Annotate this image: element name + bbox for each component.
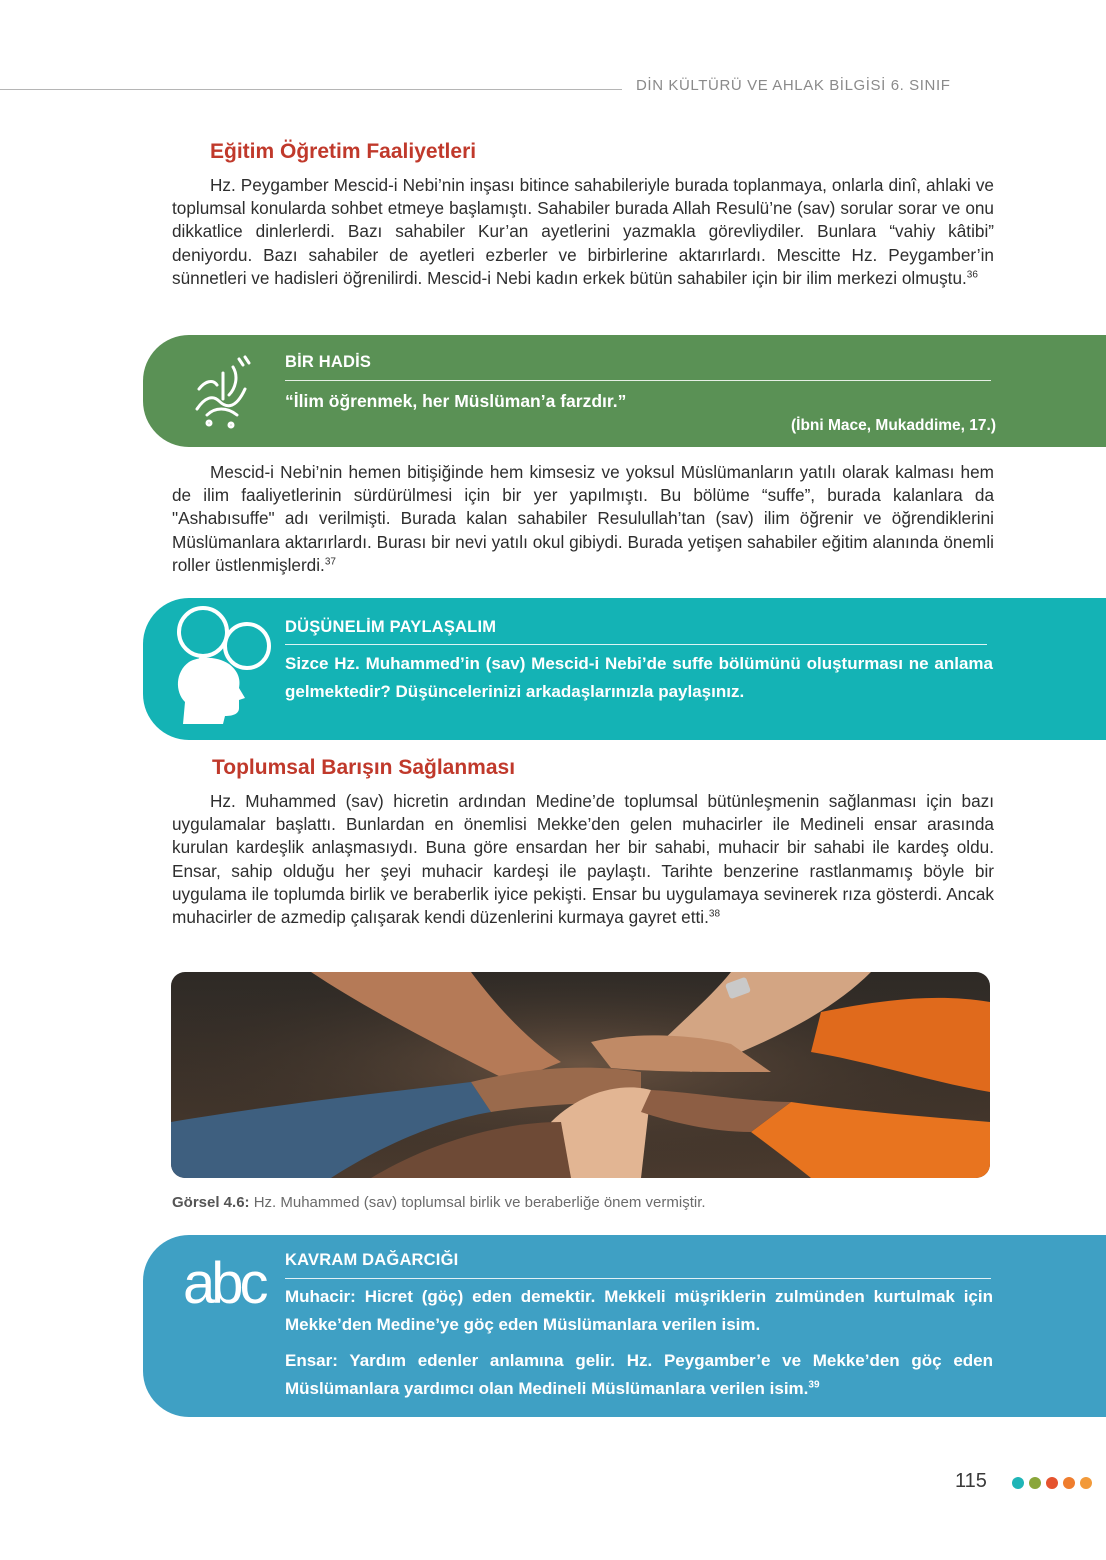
hadith-label: BİR HADİS [285,353,372,371]
hands-together-photo [171,972,990,1178]
think-share-question: Sizce Hz. Muhammed’in (sav) Mescid-i Nebi’de suffe bölümünü oluşturması ne anlama gelmektedir? Düşüncelerinizi arkadaşlarınızla paylaşınız. [285,654,993,701]
paragraph-egitim: Hz. Peygamber Mescid-i Nebi’nin inşası bitince sahabileriyle burada toplanmaya, onlarla dinî, ahlaki ve toplumsal konularda sohbet etmeye başlamıştı. Sahabiler burada Allah Resulü’ne (sav) sorular sorar ve onu dikkatlice dinlerlerdi. Bazı sahabiler Kur’an ayetlerini yazmakla görevliydiler. Bunlara “vahiy kâtibi” deniyordu. Bazı sahabiler de ayetleri ezberler ve birbirlerine aktarırlardı. Mescitte Hz. Peygamber’in sünnetleri ve hadisleri öğrenilirdi. Mescid-i Nebi kadın erkek bütün sahabiler için bir ilim merkezi olmuştu.$^{36}$ [172,175,994,288]
paragraph-suffe: Mescid-i Nebi’nin hemen bitişiğinde hem kimsesiz ve yoksul Müslümanların yatılı olarak kalması hem de ilim faaliyetlerinin sürdürülmesi için bir yer yapılmıştı. Bu bölüme “suffe”, burada kalanlara da "Ashabısuffe" adı verilmişti. Burada kalan sahabiler Resulullah’tan (sav) ilim öğrenir ve öğrendiklerini Müslümanlara aktarırlardı. Burası bir nevi yatılı okul gibiydi. Burada yetişen sahabiler eğitim alanında önemli roller üstlenmişlerdi.$^{37}$ [172,462,994,575]
glossary-box [143,1235,1106,1417]
glossary-term-muhacir: Muhacir: Hicret (göç) eden demektir. Mekkeli müşriklerin zulmünden kurtulmak için Mekke’den Medine’ye göç eden Müslümanlara verilen isim. [285,1287,993,1334]
dot-1 [1012,1477,1024,1489]
decorative-dots [1012,1477,1092,1489]
hadith-box [143,335,1106,447]
glossary-term-ensar: Ensar: Yardım edenler anlamına gelir. Hz. Peygamber’e ve Mekke’den göç eden Müslümanlara yardımcı olan Medineli Müslümanlara verilen isim.$^{39}$ [285,1351,993,1398]
glossary-rule [285,1278,991,1279]
think-share-label: DÜŞÜNELİM PAYLAŞALIM [285,618,497,636]
footnote-36: 36 [966,269,978,281]
think-share-box [143,598,1106,740]
footnote-38: 38 [708,908,721,920]
glossary-label: KAVRAM DAĞARCIĞI [285,1251,459,1269]
section-title-baris: Toplumsal Barışın Sağlanması [212,756,516,779]
footnote-37: 37 [324,556,336,568]
page-number: 115 [955,1470,987,1492]
figure-caption-text: Hz. Muhammed (sav) toplumsal birlik ve beraberliğe önem vermiştir. [249,1194,706,1211]
abc-icon: abc [183,1251,265,1316]
dot-2 [1029,1477,1041,1489]
dot-4 [1063,1477,1075,1489]
dot-3 [1046,1477,1058,1489]
think-share-rule [285,644,987,645]
header-rule [0,89,622,90]
dot-5 [1080,1477,1092,1489]
figure-caption [172,1194,706,1211]
calligraphy-icon [179,349,261,431]
footnote-39: 39 [808,1379,820,1391]
hadith-rule [285,380,991,381]
book-title: DİN KÜLTÜRÜ VE AHLAK BİLGİSİ 6. SINIF [636,77,951,94]
paragraph-baris: Hz. Muhammed (sav) hicretin ardından Medine’de toplumsal bütünleşmenin sağlanması için bazı uygulamalar başlattı. Bunlardan en önemlisi Mekke’den gelen muhacirler ile Medineli ensar arasında kurulan kardeşlik anlaşmasıydı. Buna göre ensardan her bir sahabi, muhacir bir sahabi ile kardeş oldu. Ensar, sahip olduğu her şeyi muhacir kardeşi ile paylaştı. Tarihte benzerine rastlanmamış böyle bir uygulama ile toplumda birlik ve beraberlik iyice pekişti. Ensar bu uygulamaya sevinerek rıza gösterdi. Ancak muhacirler de azmedip çalışarak kendi düzenlerini kurmaya gayret etti.$^{38}$ [172,791,994,928]
section-title-egitim: Eğitim Öğretim Faaliyetleri [210,140,477,163]
hadith-source: (İbni Mace, Mukaddime, 17.) [791,417,996,434]
thinking-head-icon [173,606,273,730]
hadith-quote: “İlim öğrenmek, her Müslüman’a farzdır.” [285,391,627,411]
figure-caption-label: Görsel 4.6: [172,1194,250,1211]
hands-illustration [171,972,990,1178]
